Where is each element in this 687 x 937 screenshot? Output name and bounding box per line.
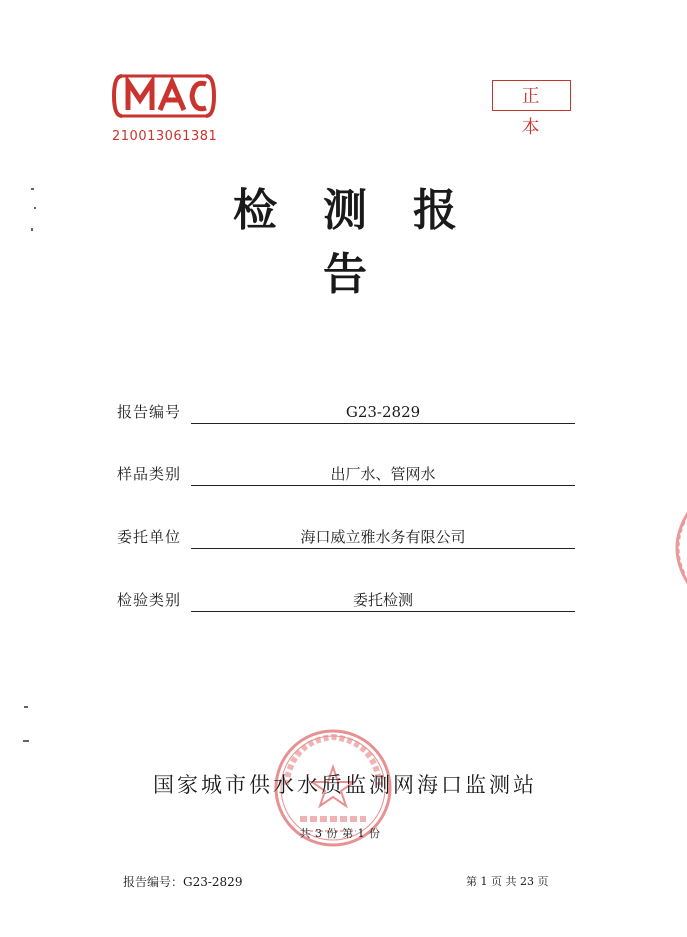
field-label: 检验类别 [117, 591, 182, 609]
original-copy-stamp: 正本 [492, 80, 571, 111]
scan-speck [31, 188, 34, 190]
organization-name: 国家城市供水水质监测网海口监测站 [153, 773, 537, 797]
field-label: 报告编号 [117, 403, 182, 421]
field-value: G23-2829 [191, 401, 575, 424]
copies-count: 共 3 份 第 1 份 [299, 827, 381, 840]
field-value: 出厂水、管网水 [191, 463, 575, 486]
footer-report-number: 报告编号：G23-2829 [123, 875, 243, 889]
footer-page-info: 第 1 页 共 23 页 [466, 875, 549, 888]
field-value: 委托检测 [191, 589, 575, 612]
report-title: 检测报告 [233, 185, 503, 300]
scan-speck [34, 207, 36, 209]
field-client [117, 525, 575, 549]
edge-seal-fragment-icon [662, 508, 687, 588]
field-inspection-type [117, 588, 575, 612]
field-sample-type [117, 462, 575, 486]
cma-logo-icon [112, 70, 216, 122]
field-value: 海口威立雅水务有限公司 [191, 526, 575, 549]
cma-certificate-number: 210013061381 [112, 129, 218, 144]
field-label: 委托单位 [117, 528, 182, 546]
scan-speck [23, 740, 29, 742]
field-label: 样品类别 [117, 465, 182, 483]
scan-speck [24, 706, 28, 708]
field-report-number [117, 400, 575, 424]
scan-speck [31, 228, 33, 231]
